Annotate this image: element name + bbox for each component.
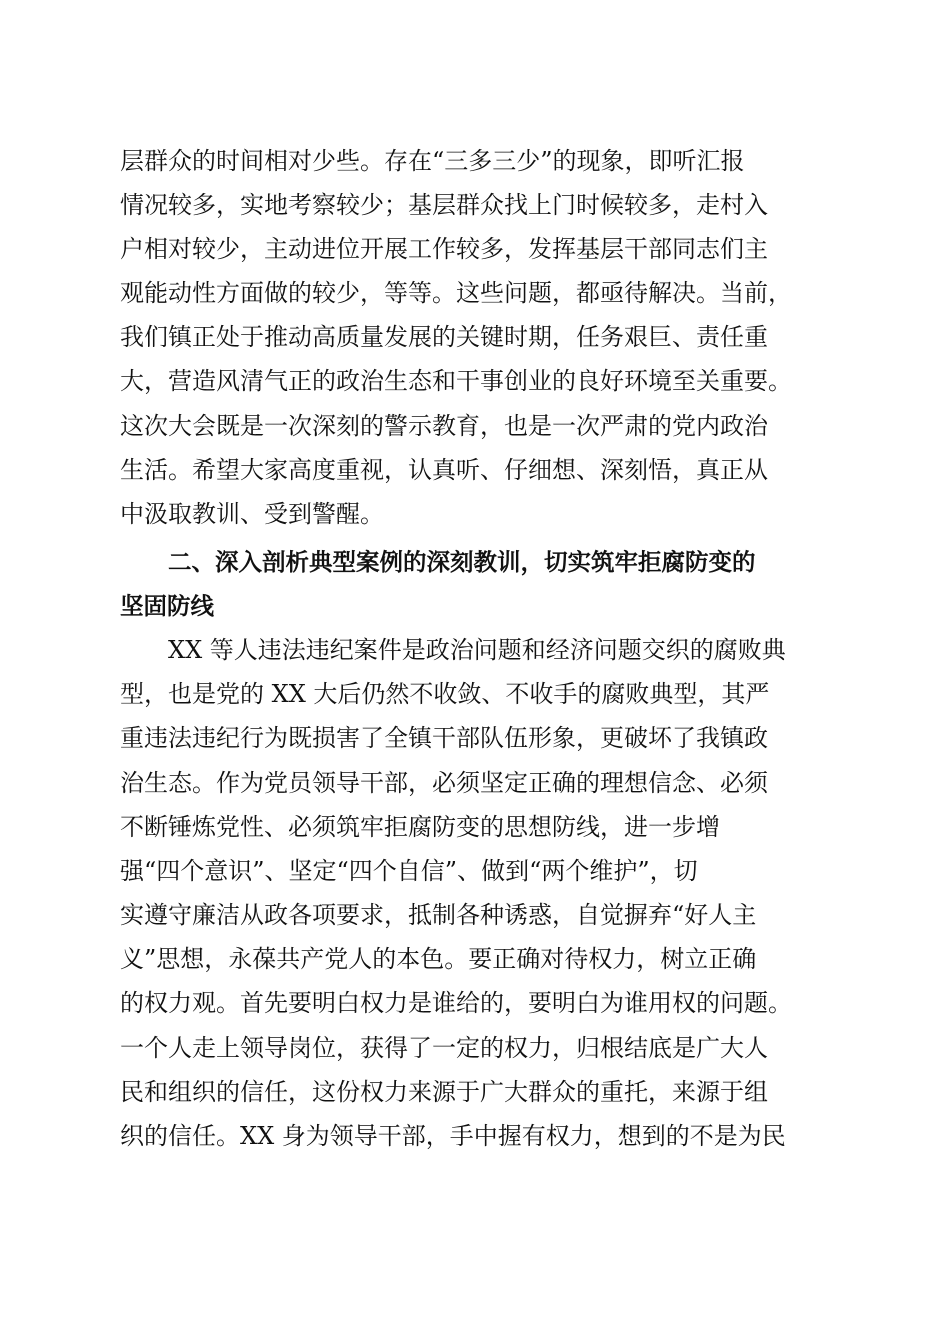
body-line: 我们镇正处于推动高质量发展的关键时期，任务艰巨、责任重 [120, 323, 768, 351]
body-line: 民和组织的信任，这份权力来源于广大群众的重托，来源于组 [120, 1078, 768, 1106]
section-heading: 二、深入剖析典型案例的深刻教训，切实筑牢拒腐防变的 [168, 548, 756, 576]
body-line: 情况较多，实地考察较少；基层群众找上门时候较多，走村入 [120, 191, 768, 219]
body-line: 重违法违纪行为既损害了全镇干部队伍形象，更破坏了我镇政 [120, 724, 768, 752]
body-line: 这次大会既是一次深刻的警示教育，也是一次严肃的党内政治 [120, 412, 768, 440]
body-line: 型，也是党的 XX 大后仍然不收敛、不收手的腐败典型，其严 [120, 680, 770, 708]
section-heading: 坚固防线 [120, 592, 214, 620]
body-line: 大，营造风清气正的政治生态和干事创业的良好环境至关重要。 [120, 367, 792, 395]
body-line: 户相对较少，主动进位开展工作较多，发挥基层干部同志们主 [120, 235, 768, 263]
body-line: 治生态。作为党员领导干部，必须坚定正确的理想信念、必须 [120, 769, 768, 797]
body-line: 强“四个意识”、坚定“四个自信”、做到“两个维护”，切 [120, 857, 698, 885]
body-line: 织的信任。XX 身为领导干部，手中握有权力，想到的不是为民 [120, 1122, 786, 1150]
body-line: XX 等人违法违纪案件是政治问题和经济问题交织的腐败典 [168, 636, 786, 664]
body-line: 义”思想，永葆共产党人的本色。要正确对待权力，树立正确 [120, 945, 757, 973]
body-line: 观能动性方面做的较少，等等。这些问题，都亟待解决。当前， [120, 279, 792, 307]
body-line: 一个人走上领导岗位，获得了一定的权力，归根结底是广大人 [120, 1034, 768, 1062]
body-line: 实遵守廉洁从政各项要求，抵制各种诱惑，自觉摒弃“好人主 [120, 901, 757, 929]
body-line: 层群众的时间相对少些。存在“三多三少”的现象，即听汇报 [120, 147, 745, 175]
body-line: 不断锤炼党性、必须筑牢拒腐防变的思想防线，进一步增 [120, 813, 720, 841]
body-line: 的权力观。首先要明白权力是谁给的，要明白为谁用权的问题。 [120, 989, 792, 1017]
body-line: 中汲取教训、受到警醒。 [120, 500, 384, 528]
body-line: 生活。希望大家高度重视，认真听、仔细想、深刻悟，真正从 [120, 456, 768, 484]
